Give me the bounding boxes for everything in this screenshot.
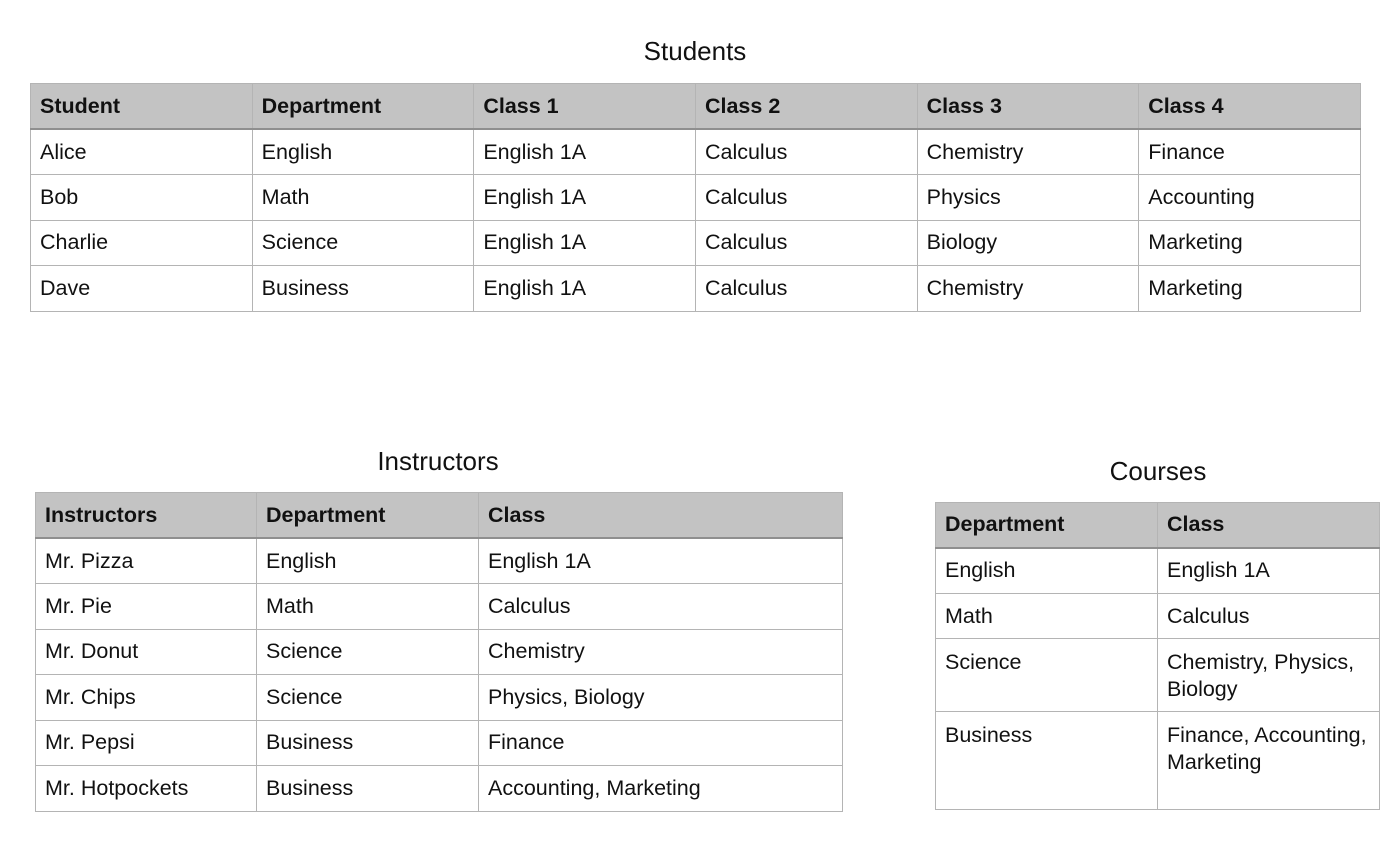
- table-cell: Charlie: [31, 220, 253, 266]
- table-cell: Science: [936, 639, 1158, 712]
- table-cell: Science: [257, 675, 479, 721]
- column-header: Class: [1158, 503, 1380, 548]
- column-header: Department: [257, 493, 479, 539]
- table-cell: English: [252, 129, 474, 175]
- table-cell: Chemistry: [917, 129, 1139, 175]
- table-cell: English 1A: [474, 220, 696, 266]
- table-cell: Math: [257, 584, 479, 630]
- table-cell: Finance: [1139, 129, 1361, 175]
- table-cell: Bob: [31, 175, 253, 221]
- table-cell: Calculus: [695, 175, 917, 221]
- table-cell: Calculus: [695, 220, 917, 266]
- table-cell: Alice: [31, 129, 253, 175]
- table-cell: Accounting: [1139, 175, 1361, 221]
- table-row: [31, 129, 1361, 175]
- table-cell: Biology: [917, 220, 1139, 266]
- table-cell: Marketing: [1139, 220, 1361, 266]
- table-cell: English: [936, 548, 1158, 594]
- table-header-row: [36, 493, 843, 539]
- table-cell: Accounting, Marketing: [479, 766, 843, 812]
- table-cell: Dave: [31, 266, 253, 312]
- table-row: [31, 220, 1361, 266]
- instructors-title: Instructors: [377, 446, 499, 476]
- column-header: Instructors: [36, 493, 257, 539]
- table-cell: Chemistry, Physics, Biology: [1158, 639, 1380, 712]
- table-row: [36, 720, 843, 766]
- table-row: [936, 594, 1380, 639]
- table-cell: Calculus: [1158, 594, 1380, 639]
- table-cell: English 1A: [474, 129, 696, 175]
- table-cell: English 1A: [474, 175, 696, 221]
- table-cell: Marketing: [1139, 266, 1361, 312]
- column-header: Class: [479, 493, 843, 539]
- table-cell: Business: [252, 266, 474, 312]
- table-cell: English: [257, 538, 479, 584]
- table-cell: Mr. Chips: [36, 675, 257, 721]
- table-cell: Calculus: [695, 129, 917, 175]
- table-cell: Physics, Biology: [479, 675, 843, 721]
- instructors-table: [35, 492, 843, 812]
- table-row: [936, 548, 1380, 594]
- table-cell: Calculus: [479, 584, 843, 630]
- table-cell: English 1A: [479, 538, 843, 584]
- table-header-row: [31, 84, 1361, 130]
- table-header-row: [936, 503, 1380, 548]
- table-row: [36, 629, 843, 675]
- table-cell: Business: [257, 720, 479, 766]
- table-cell: Business: [936, 712, 1158, 810]
- table-row: [36, 675, 843, 721]
- table-row: [36, 538, 843, 584]
- table-cell: Science: [257, 629, 479, 675]
- students-table: [30, 83, 1361, 312]
- table-row: [36, 584, 843, 630]
- table-cell: Calculus: [695, 266, 917, 312]
- table-cell: Mr. Donut: [36, 629, 257, 675]
- table-cell: Business: [257, 766, 479, 812]
- column-header: Department: [252, 84, 474, 130]
- column-header: Class 2: [695, 84, 917, 130]
- table-cell: English 1A: [1158, 548, 1380, 594]
- table-cell: Finance, Accounting, Marketing: [1158, 712, 1380, 810]
- table-cell: English 1A: [474, 266, 696, 312]
- table-row: [31, 175, 1361, 221]
- table-cell: Mr. Pie: [36, 584, 257, 630]
- table-row: [936, 639, 1380, 712]
- table-cell: Chemistry: [917, 266, 1139, 312]
- table-cell: Mr. Pepsi: [36, 720, 257, 766]
- column-header: Department: [936, 503, 1158, 548]
- table-row: [31, 266, 1361, 312]
- table-cell: Math: [936, 594, 1158, 639]
- table-cell: Finance: [479, 720, 843, 766]
- column-header: Class 1: [474, 84, 696, 130]
- table-cell: Mr. Hotpockets: [36, 766, 257, 812]
- table-cell: Mr. Pizza: [36, 538, 257, 584]
- courses-title: Courses: [1109, 456, 1207, 486]
- students-title: Students: [643, 36, 747, 66]
- courses-table: [935, 502, 1380, 810]
- table-cell: Math: [252, 175, 474, 221]
- table-cell: Physics: [917, 175, 1139, 221]
- column-header: Class 3: [917, 84, 1139, 130]
- table-row: [36, 766, 843, 812]
- column-header: Student: [31, 84, 253, 130]
- table-cell: Science: [252, 220, 474, 266]
- column-header: Class 4: [1139, 84, 1361, 130]
- table-row: [936, 712, 1380, 810]
- table-cell: Chemistry: [479, 629, 843, 675]
